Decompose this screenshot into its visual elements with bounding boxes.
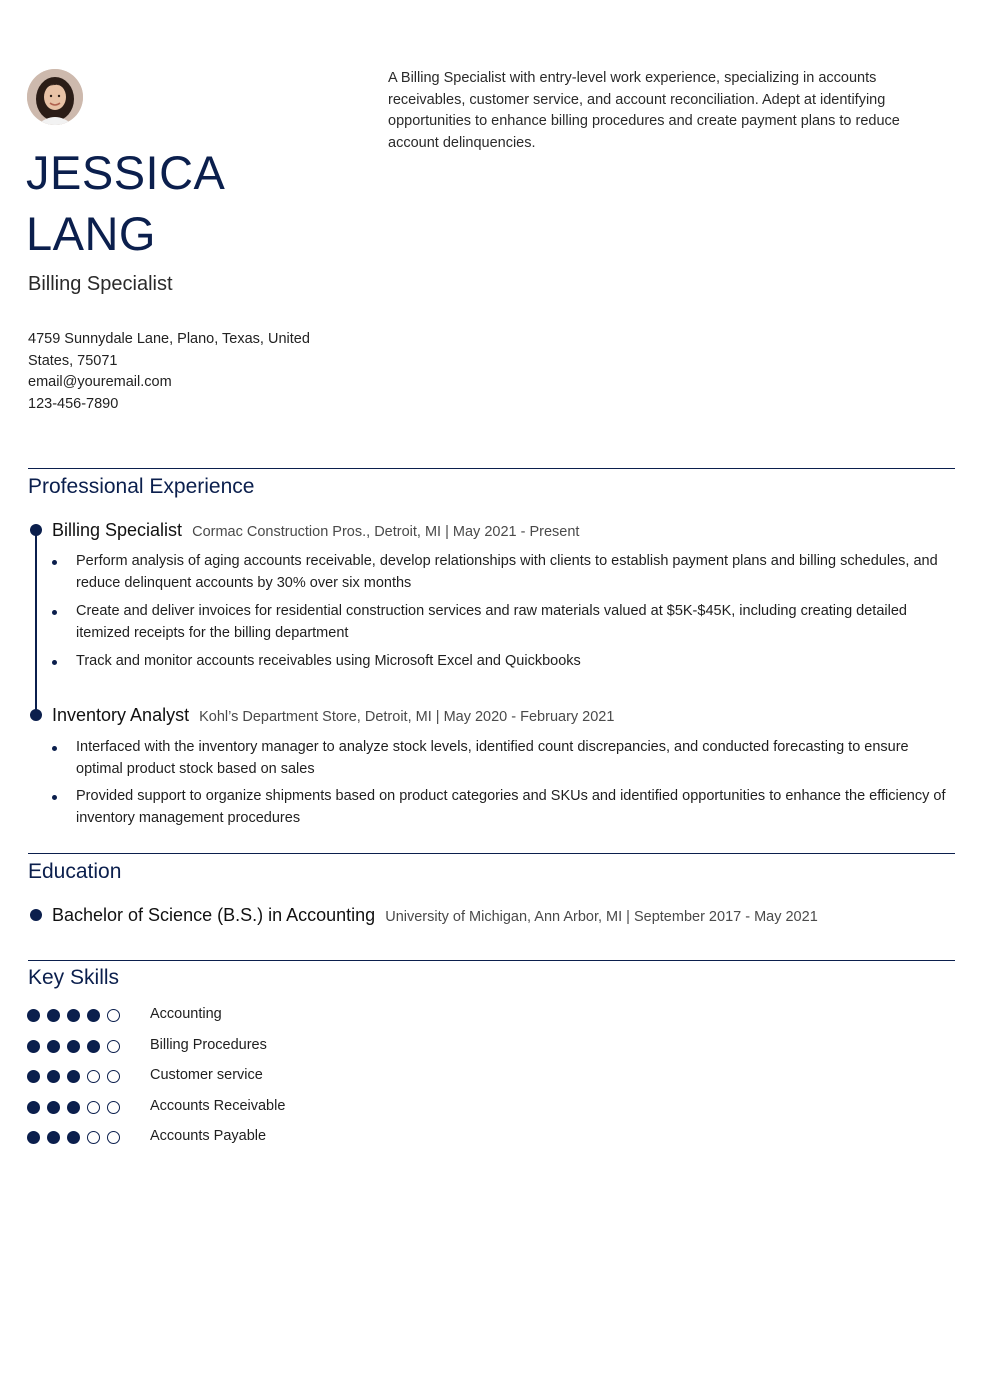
- bullet-text: Create and deliver invoices for residential construction services and raw materials valued at $5K-$45K, including creating detailed itemized receipts for the billing department: [76, 603, 907, 641]
- list-item: [52, 551, 952, 594]
- profile-photo-icon: [27, 69, 83, 125]
- rating-filled-icon: [47, 1040, 60, 1053]
- skill-name: Billing Procedures: [150, 1036, 267, 1053]
- rating-filled-icon: [87, 1009, 100, 1022]
- skill-row: [27, 1130, 427, 1146]
- address: 4759 Sunnydale Lane, Plano, Texas, United States, 75071: [28, 331, 310, 369]
- avatar: [27, 69, 83, 125]
- rating-filled-icon: [67, 1009, 80, 1022]
- job-role: Billing Specialist: [52, 520, 183, 540]
- rating-filled-icon: [27, 1070, 40, 1083]
- list-item: [52, 737, 952, 780]
- summary: A Billing Specialist with entry-level work experience, specializing in accounts receivables, customer service, and account reconciliation. Adept at identifying opportunities to enhance billing procedures and create payment plans to reduce account delinquencies.: [388, 70, 900, 151]
- email: email@youremail.com: [28, 374, 172, 390]
- rating-empty-icon: [87, 1131, 100, 1144]
- rating-filled-icon: [47, 1101, 60, 1114]
- bullet-text: Track and monitor accounts receivables using Microsoft Excel and Quickbooks: [76, 653, 581, 669]
- rating-filled-icon: [47, 1009, 60, 1022]
- rating-filled-icon: [47, 1070, 60, 1083]
- rating-filled-icon: [67, 1101, 80, 1114]
- job-details: Cormac Construction Pros., Detroit, MI | May 2021 - Present: [192, 524, 580, 540]
- candidate-name: [26, 142, 225, 264]
- education-details: University of Michigan, Ann Arbor, MI | September 2017 - May 2021: [385, 909, 818, 925]
- education-heading: [52, 905, 818, 926]
- timeline-dot: [30, 709, 42, 721]
- rating-filled-icon: [27, 1040, 40, 1053]
- list-item: [52, 651, 952, 673]
- skill-row: [27, 1008, 427, 1024]
- candidate-title: Billing Specialist: [28, 273, 173, 295]
- phone: 123-456-7890: [28, 395, 119, 412]
- job-role: Inventory Analyst: [52, 705, 190, 725]
- section-title-skills: Key Skills: [28, 966, 120, 989]
- rating-filled-icon: [87, 1040, 100, 1053]
- skill-row: [27, 1097, 427, 1116]
- section-title-experience: Professional Experience: [28, 475, 255, 498]
- rating-filled-icon: [27, 1101, 40, 1114]
- first-name: JESSICA: [26, 146, 226, 199]
- skill-row: [27, 1036, 427, 1055]
- section-divider: [28, 853, 955, 854]
- section-divider: [28, 960, 955, 961]
- rating-empty-icon: [107, 1070, 120, 1083]
- list-item: [52, 601, 952, 644]
- skill-name: Accounting: [150, 1006, 222, 1022]
- rating-empty-icon: [107, 1040, 120, 1053]
- bullet-icon: [52, 746, 57, 751]
- education-dot: [30, 909, 42, 921]
- bullet-icon: [52, 560, 57, 565]
- skill-name: Customer service: [150, 1067, 263, 1084]
- rating-filled-icon: [47, 1131, 60, 1144]
- bullet-icon: [52, 795, 57, 800]
- rating-empty-icon: [107, 1009, 120, 1022]
- rating-empty-icon: [107, 1131, 120, 1144]
- rating-filled-icon: [27, 1131, 40, 1144]
- timeline-dot: [30, 524, 42, 536]
- skill-name: Accounts Payable: [150, 1128, 267, 1145]
- last-name: LANG: [26, 207, 156, 260]
- job-details: Kohl’s Department Store, Detroit, MI | May 2020 - February 2021: [199, 709, 615, 725]
- bullet-text: Provided support to organize shipments based on product categories and SKUs and identified opportunities to enhance the efficiency of inventory management procedures: [76, 788, 946, 826]
- bullet-text: Interfaced with the inventory manager to analyze stock levels, identified count discrepancies, and conducted forecasting to ensure optimal product stock based on sales: [76, 739, 909, 777]
- job-heading: [52, 705, 614, 726]
- section-divider: [28, 468, 955, 469]
- rating-filled-icon: [67, 1070, 80, 1083]
- rating-empty-icon: [107, 1101, 120, 1114]
- degree: Bachelor of Science (B.S.) in Accounting: [52, 905, 376, 925]
- rating-filled-icon: [67, 1040, 80, 1053]
- contact-info: [28, 329, 318, 415]
- job-heading: [52, 520, 579, 541]
- timeline-line: [35, 531, 37, 715]
- rating-filled-icon: [27, 1009, 40, 1022]
- bullet-icon: [52, 660, 57, 665]
- rating-empty-icon: [87, 1070, 100, 1083]
- skill-name: Accounts Receivable: [150, 1097, 286, 1114]
- section-title-education: Education: [28, 860, 122, 883]
- rating-filled-icon: [67, 1131, 80, 1144]
- skill-row: [27, 1069, 427, 1085]
- bullet-icon: [52, 610, 57, 615]
- list-item: [52, 786, 952, 829]
- bullet-text: Perform analysis of aging accounts receivable, develop relationships with clients to establish payment plans and billing schedules, and reduce delinquent accounts by 30% over six months: [76, 553, 938, 591]
- rating-empty-icon: [87, 1101, 100, 1114]
